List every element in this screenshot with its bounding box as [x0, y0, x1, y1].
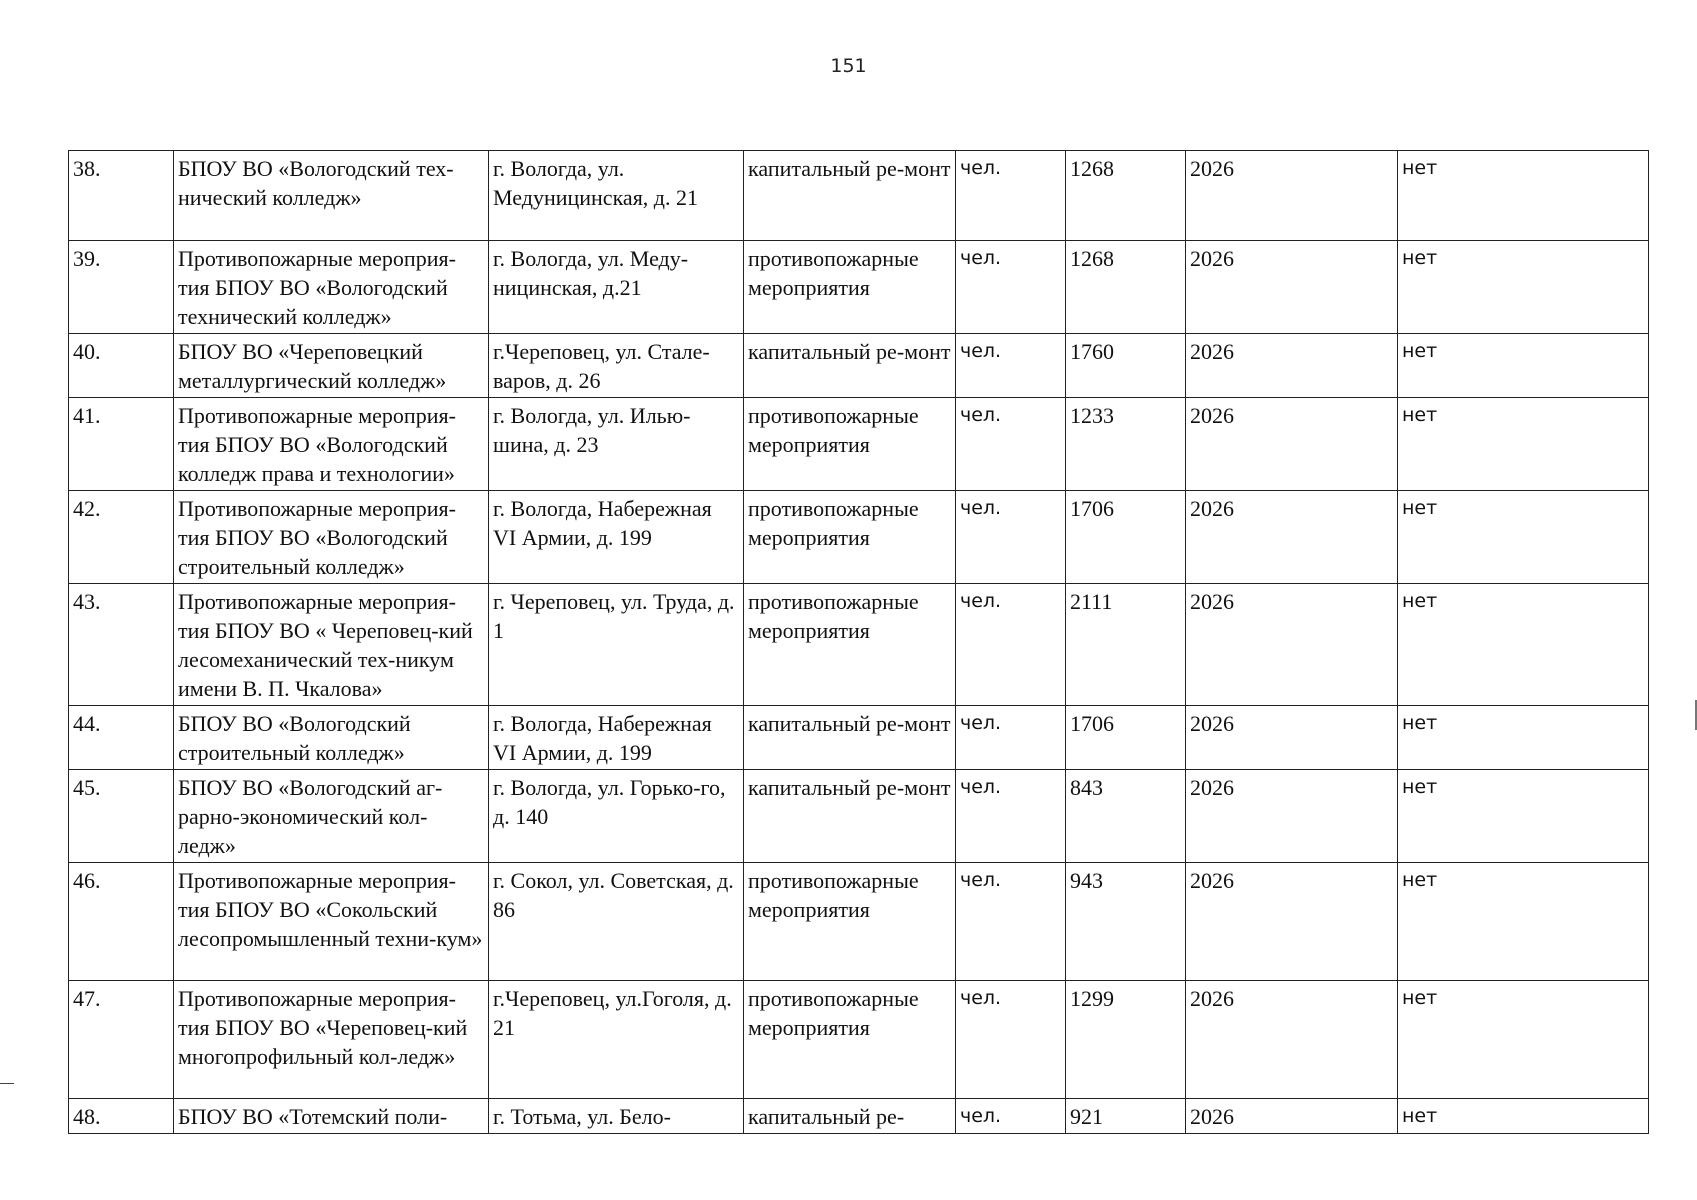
status: нет — [1398, 491, 1649, 584]
object-name: БПОУ ВО «Череповецкий металлургический колледж» — [174, 334, 489, 398]
object-name: БПОУ ВО «Вологодский тех-нический колледж» — [174, 151, 489, 241]
table-row — [69, 398, 1649, 491]
year: 2026 — [1186, 584, 1398, 706]
object-name: Противопожарные мероприя-тия БПОУ ВО «Вологодский технический колледж» — [174, 241, 489, 334]
table-row — [69, 241, 1649, 334]
table-row — [69, 863, 1649, 981]
capacity: 943 — [1066, 863, 1186, 981]
object-name: Противопожарные мероприя-тия БПОУ ВО «Вологодский строительный колледж» — [174, 491, 489, 584]
object-address: г. Череповец, ул. Труда, д. 1 — [489, 584, 744, 706]
row-number: 40. — [69, 334, 174, 398]
row-number: 47. — [69, 981, 174, 1099]
unit: чел. — [956, 706, 1066, 770]
row-number: 48. — [69, 1099, 174, 1134]
object-address: г. Сокол, ул. Советская, д. 86 — [489, 863, 744, 981]
work-type: противопожарные мероприятия — [744, 491, 956, 584]
object-address: г. Вологда, ул. Меду-ницинская, д.21 — [489, 241, 744, 334]
status: нет — [1398, 398, 1649, 491]
capacity: 1268 — [1066, 151, 1186, 241]
work-type: противопожарные мероприятия — [744, 241, 956, 334]
unit: чел. — [956, 241, 1066, 334]
year: 2026 — [1186, 981, 1398, 1099]
status: нет — [1398, 863, 1649, 981]
table-row — [69, 770, 1649, 863]
work-type: противопожарные мероприятия — [744, 584, 956, 706]
object-name: БПОУ ВО «Вологодский аг-рарно-экономический кол-ледж» — [174, 770, 489, 863]
object-name: Противопожарные мероприя-тия БПОУ ВО « Череповец-кий лесомеханический тех-никум имени В. П. Чкалова» — [174, 584, 489, 706]
status: нет — [1398, 151, 1649, 241]
row-number: 43. — [69, 584, 174, 706]
object-address: г. Вологда, ул. Горько-го, д. 140 — [489, 770, 744, 863]
year: 2026 — [1186, 770, 1398, 863]
year: 2026 — [1186, 863, 1398, 981]
capacity: 1268 — [1066, 241, 1186, 334]
capacity: 1706 — [1066, 706, 1186, 770]
unit: чел. — [956, 584, 1066, 706]
status: нет — [1398, 981, 1649, 1099]
table-row — [69, 151, 1649, 241]
object-address: г. Вологда, Набережная VI Армии, д. 199 — [489, 491, 744, 584]
work-type: капитальный ре-монт — [744, 151, 956, 241]
capacity: 921 — [1066, 1099, 1186, 1134]
work-type: капитальный ре-монт — [744, 770, 956, 863]
object-name: БПОУ ВО «Тотемский поли- — [174, 1099, 489, 1134]
table-row — [69, 334, 1649, 398]
capacity: 1706 — [1066, 491, 1186, 584]
unit: чел. — [956, 334, 1066, 398]
work-type: капитальный ре-монт — [744, 334, 956, 398]
year: 2026 — [1186, 491, 1398, 584]
status: нет — [1398, 1099, 1649, 1134]
status: нет — [1398, 334, 1649, 398]
row-number: 46. — [69, 863, 174, 981]
table-row — [69, 706, 1649, 770]
scan-edge-mark — [0, 1083, 14, 1084]
unit: чел. — [956, 398, 1066, 491]
data-table — [68, 150, 1649, 1134]
object-name: БПОУ ВО «Вологодский строительный колледж» — [174, 706, 489, 770]
status: нет — [1398, 241, 1649, 334]
row-number: 42. — [69, 491, 174, 584]
table-row — [69, 981, 1649, 1099]
work-type: противопожарные мероприятия — [744, 981, 956, 1099]
object-address: г.Череповец, ул.Гоголя, д. 21 — [489, 981, 744, 1099]
unit: чел. — [956, 981, 1066, 1099]
status: нет — [1398, 770, 1649, 863]
work-type: капитальный ре-монт — [744, 706, 956, 770]
capacity: 2111 — [1066, 584, 1186, 706]
unit: чел. — [956, 863, 1066, 981]
year: 2026 — [1186, 151, 1398, 241]
page-number: 151 — [830, 55, 867, 77]
status: нет — [1398, 584, 1649, 706]
table-row — [69, 491, 1649, 584]
work-type: капитальный ре- — [744, 1099, 956, 1134]
capacity: 1299 — [1066, 981, 1186, 1099]
object-name: Противопожарные мероприя-тия БПОУ ВО «Череповец-кий многопрофильный кол-ледж» — [174, 981, 489, 1099]
unit: чел. — [956, 1099, 1066, 1134]
object-name: Противопожарные мероприя-тия БПОУ ВО «Вологодский колледж права и технологии» — [174, 398, 489, 491]
capacity: 1760 — [1066, 334, 1186, 398]
row-number: 45. — [69, 770, 174, 863]
work-type: противопожарные мероприятия — [744, 398, 956, 491]
year: 2026 — [1186, 241, 1398, 334]
capacity: 1233 — [1066, 398, 1186, 491]
year: 2026 — [1186, 1099, 1398, 1134]
row-number: 44. — [69, 706, 174, 770]
row-number: 41. — [69, 398, 174, 491]
capacity: 843 — [1066, 770, 1186, 863]
table-row — [69, 584, 1649, 706]
row-number: 38. — [69, 151, 174, 241]
unit: чел. — [956, 151, 1066, 241]
unit: чел. — [956, 491, 1066, 584]
object-address: г. Вологда, ул. Медуницинская, д. 21 — [489, 151, 744, 241]
object-name: Противопожарные мероприя-тия БПОУ ВО «Сокольский лесопромышленный техни-кум» — [174, 863, 489, 981]
unit: чел. — [956, 770, 1066, 863]
object-address: г.Череповец, ул. Стале-варов, д. 26 — [489, 334, 744, 398]
year: 2026 — [1186, 398, 1398, 491]
year: 2026 — [1186, 706, 1398, 770]
row-number: 39. — [69, 241, 174, 334]
table-row — [69, 1099, 1649, 1134]
status: нет — [1398, 706, 1649, 770]
object-address: г. Тотьма, ул. Бело- — [489, 1099, 744, 1134]
work-type: противопожарные мероприятия — [744, 863, 956, 981]
year: 2026 — [1186, 334, 1398, 398]
object-address: г. Вологда, ул. Илью-шина, д. 23 — [489, 398, 744, 491]
object-address: г. Вологда, Набережная VI Армии, д. 199 — [489, 706, 744, 770]
